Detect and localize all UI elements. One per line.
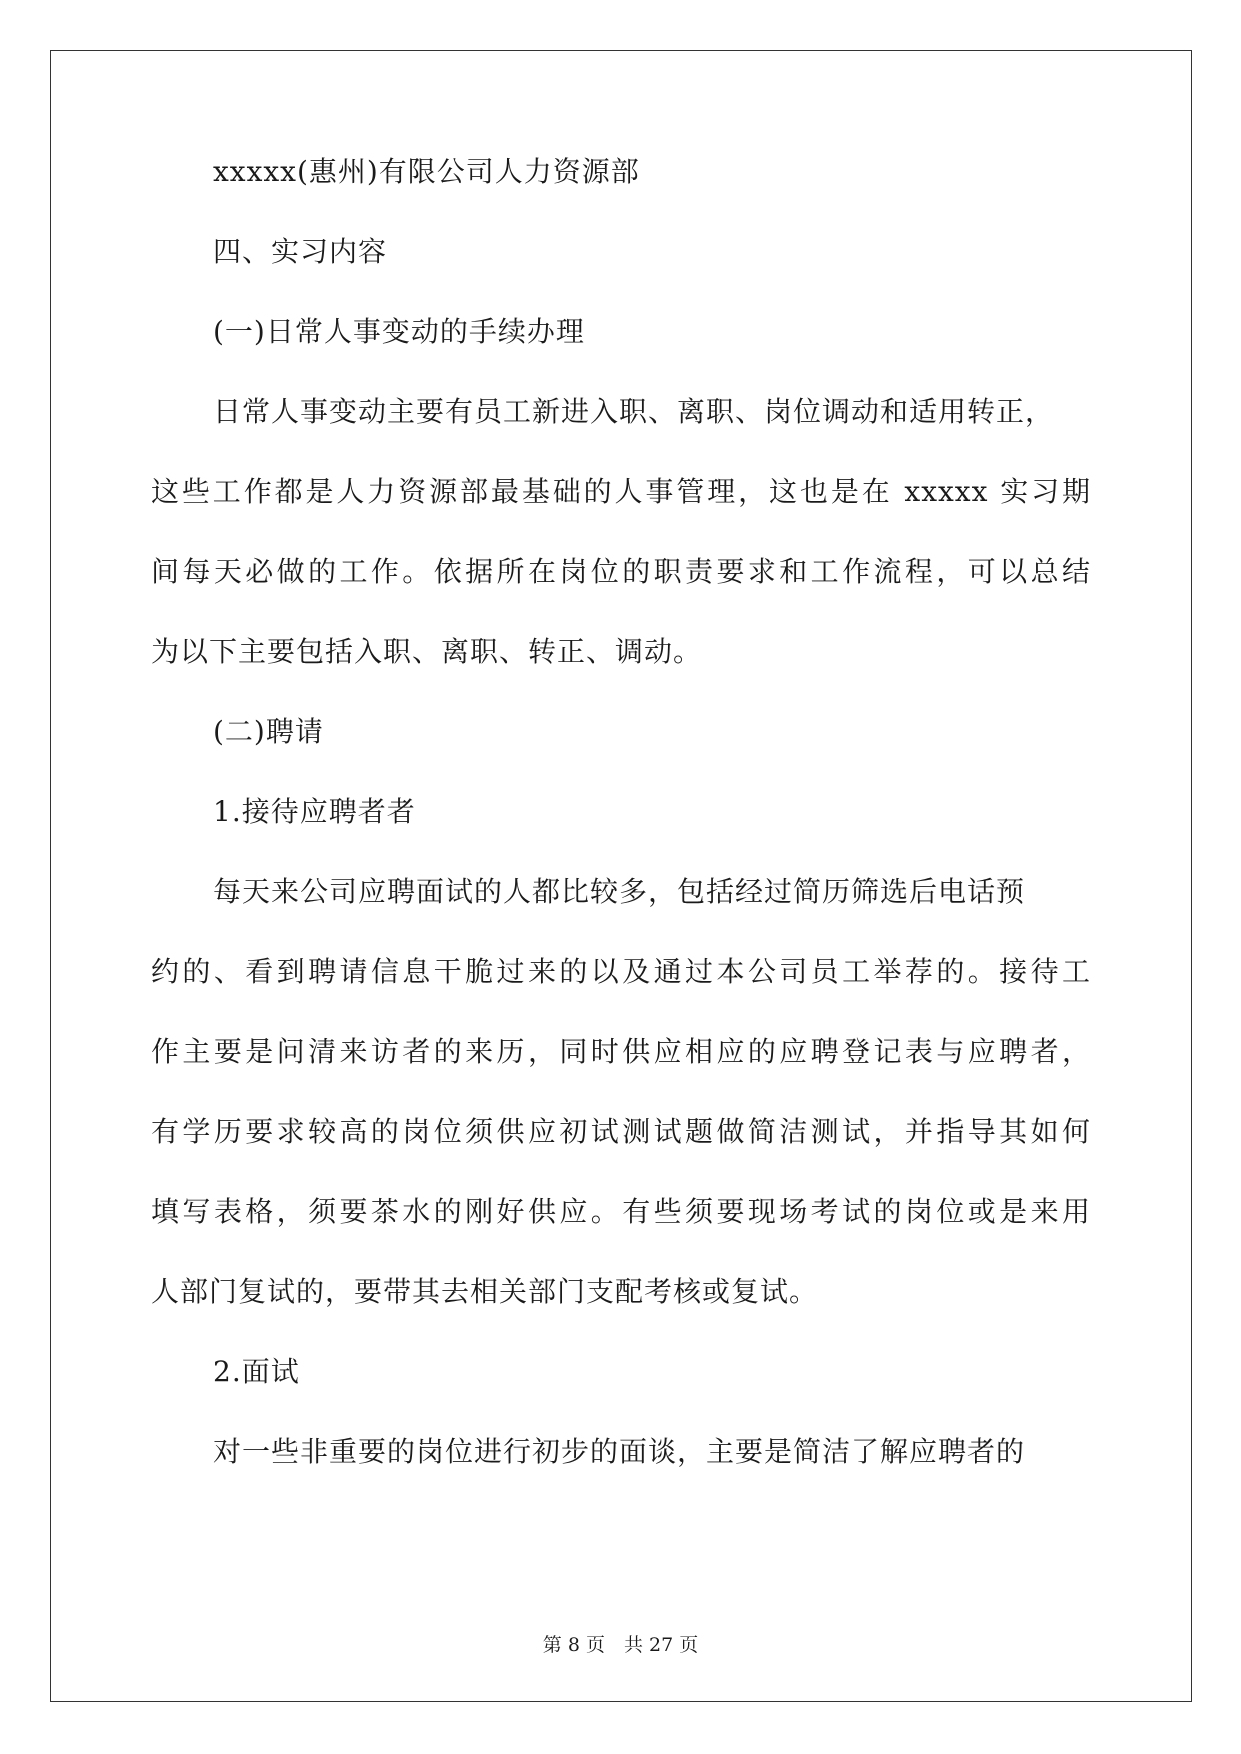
paragraph-line: 日常人事变动主要有员工新进入职、离职、岗位调动和适用转正，: [213, 395, 1055, 428]
paragraph-line: 间每天必做的工作。依据所在岗位的职责要求和工作流程，可以总结: [151, 555, 1091, 588]
company-department-line: xxxxx(惠州)有限公司人力资源部: [213, 155, 640, 188]
paragraph-line: 对一些非重要的岗位进行初步的面谈，主要是简洁了解应聘者的: [213, 1435, 1026, 1468]
paragraph-line: 人部门复试的，要带其去相关部门支配考核或复试。: [151, 1275, 819, 1308]
paragraph-line: 有学历要求较高的岗位须供应初试测试题做简洁测试，并指导其如何: [151, 1115, 1091, 1148]
paragraph-line: 作主要是问清来访者的来历，同时供应相应的应聘登记表与应聘者，: [151, 1035, 1091, 1068]
paragraph-line: 每天来公司应聘面试的人都比较多，包括经过简历筛选后电话预: [213, 875, 1026, 908]
section-heading-internship-content: 四、实习内容: [213, 235, 388, 268]
paragraph-line: 这些工作都是人力资源部最基础的人事管理，这也是在 xxxxx 实习期: [151, 475, 1091, 508]
paragraph-line: 约的、看到聘请信息干脆过来的以及通过本公司员工举荐的。接待工: [151, 955, 1091, 988]
subsection-heading-recruitment: (二)聘请: [213, 715, 324, 748]
subsection-heading-personnel-changes: (一)日常人事变动的手续办理: [213, 315, 585, 348]
paragraph-line: 填写表格，须要茶水的刚好供应。有些须要现场考试的岗位或是来用: [151, 1195, 1091, 1228]
paragraph-line: 为以下主要包括入职、离职、转正、调动。: [151, 635, 703, 668]
item-heading-reception: 1.接待应聘者者: [213, 795, 416, 828]
item-heading-interview: 2.面试: [213, 1355, 300, 1388]
page-number-footer: 第 8 页 共 27 页: [542, 1634, 699, 1656]
